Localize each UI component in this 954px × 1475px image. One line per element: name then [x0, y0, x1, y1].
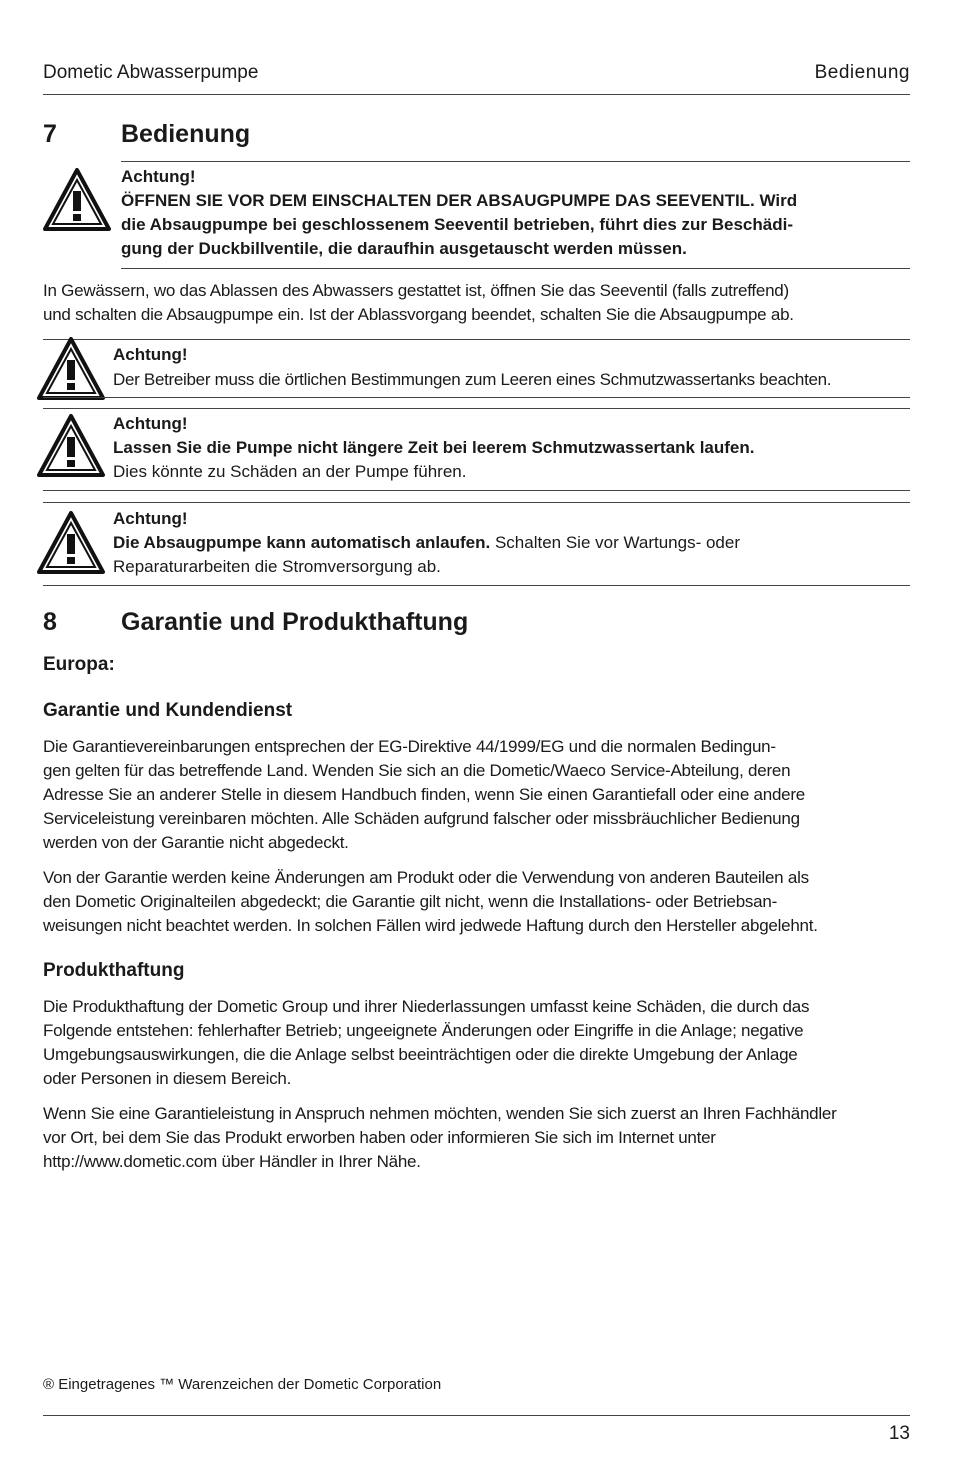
- paragraph-line: und schalten die Absaugpumpe ein. Ist der Ablassvorgang beendet, schalten Sie die Absaugpumpe ab.: [43, 305, 794, 324]
- footer-rule: [43, 1415, 910, 1416]
- warning-3-text: Dies könnte zu Schäden an der Pumpe führen.: [113, 462, 467, 481]
- warning-4-bottom-rule: [43, 585, 910, 586]
- header-section: Bedienung: [814, 62, 910, 83]
- warning-3-title: Achtung!: [113, 414, 188, 433]
- section-8-number: 8: [43, 608, 57, 636]
- warranty-paragraph-2: [43, 866, 923, 938]
- paragraph-line: Folgende entstehen: fehlerhafter Betrieb; ungeeignete Änderungen oder Eingriffe in die Anlage; negative: [43, 1021, 804, 1040]
- warning-2-title: Achtung!: [113, 345, 188, 364]
- paragraph-line: http://www.dometic.com über Händler in Ihrer Nähe.: [43, 1152, 421, 1171]
- paragraph-line: Umgebungsauswirkungen, die die Anlage selbst beeinträchtigen oder die direkte Umgebung der Anlage: [43, 1045, 798, 1064]
- paragraph-line: vor Ort, bei dem Sie das Produkt erworben haben oder informieren Sie sich im Internet unter: [43, 1128, 716, 1147]
- warning-1-body: [121, 189, 797, 261]
- paragraph-line: In Gewässern, wo das Ablassen des Abwassers gestattet ist, öffnen Sie das Seeventil (falls zutreffend): [43, 281, 789, 300]
- header-rule: [43, 94, 910, 95]
- warranty-heading: Garantie und Kundendienst: [43, 700, 293, 721]
- warning-2-text: Der Betreiber muss die örtlichen Bestimmungen zum Leeren eines Schmutzwassertanks beachten.: [113, 370, 832, 389]
- paragraph-line: oder Personen in diesem Bereich.: [43, 1069, 292, 1088]
- warning-4-line-1: [113, 531, 740, 555]
- paragraph-line: Von der Garantie werden keine Änderungen am Produkt oder die Verwendung von anderen Bauteilen als: [43, 868, 809, 887]
- warning-1-title: Achtung!: [121, 167, 196, 186]
- section-8-title: Garantie und Produkthaftung: [121, 608, 469, 636]
- paragraph-line: den Dometic Originalteilen abgedeckt; die Garantie gilt nicht, wenn die Installations- oder Betriebsan-: [43, 892, 778, 911]
- warning-1-line: die Absaugpumpe bei geschlossenem Seeventil betrieben, führt dies zur Beschädi-: [121, 215, 793, 234]
- warning-1-top-rule: [121, 161, 910, 162]
- liability-heading: Produkthaftung: [43, 960, 185, 981]
- paragraph-line: Die Garantievereinbarungen entsprechen der EG-Direktive 44/1999/EG und die normalen Bedingun-: [43, 737, 776, 756]
- warning-3-bold: Lassen Sie die Pumpe nicht längere Zeit bei leerem Schmutzwassertank laufen.: [113, 438, 755, 457]
- paragraph-line: Serviceleistung vereinbaren möchten. Alle Schäden aufgrund falscher oder missbräuchlicher Bedienung: [43, 809, 800, 828]
- warning-triangle-icon: [36, 413, 106, 479]
- region-heading: Europa:: [43, 654, 115, 675]
- warning-1-line: ÖFFNEN SIE VOR DEM EINSCHALTEN DER ABSAUGPUMPE DAS SEEVENTIL. Wird: [121, 191, 798, 210]
- warning-4-text: Schalten Sie vor Wartungs- oder: [490, 533, 740, 552]
- warning-3-bottom-rule: [43, 490, 910, 491]
- page-number: 13: [888, 1423, 910, 1444]
- warning-4-top-rule: [43, 502, 910, 503]
- paragraph-line: gen gelten für das betreffende Land. Wenden Sie sich an die Dometic/Waeco Service-Abteilung, deren: [43, 761, 791, 780]
- trademark-note: ® Eingetragenes ™ Warenzeichen der Dometic Corporation: [43, 1376, 442, 1393]
- warning-1-line: gung der Duckbillventile, die daraufhin ausgetauscht werden müssen.: [121, 239, 687, 258]
- section-7-title: Bedienung: [121, 120, 251, 148]
- paragraph-line: werden von der Garantie nicht abgedeckt.: [43, 833, 349, 852]
- warning-4-line-2: Reparaturarbeiten die Stromversorgung ab.: [113, 557, 441, 576]
- operation-paragraph: [43, 279, 923, 327]
- paragraph-line: Adresse Sie an anderer Stelle in diesem Handbuch finden, wenn Sie einen Garantiefall oder eine andere: [43, 785, 805, 804]
- liability-paragraph-2: [43, 1102, 923, 1174]
- paragraph-line: Die Produkthaftung der Dometic Group und ihrer Niederlassungen umfasst keine Schäden, die durch das: [43, 997, 810, 1016]
- liability-paragraph-1: [43, 995, 923, 1091]
- header-title: Dometic Abwasserpumpe: [43, 62, 259, 83]
- warning-2-bottom-rule: [43, 397, 910, 398]
- warning-3-top-rule: [43, 408, 910, 409]
- paragraph-line: Wenn Sie eine Garantieleistung in Anspruch nehmen möchten, wenden Sie sich zuerst an Ihren Fachhändler: [43, 1104, 837, 1123]
- warning-4-bold: Die Absaugpumpe kann automatisch anlaufen.: [113, 533, 491, 552]
- warning-triangle-icon: [36, 336, 106, 402]
- warning-1-bottom-rule: [121, 268, 910, 269]
- warranty-paragraph-1: [43, 735, 923, 855]
- warning-4-title: Achtung!: [113, 509, 188, 528]
- paragraph-line: weisungen nicht beachtet werden. In solchen Fällen wird jedwede Haftung durch den Hersteller abgelehnt.: [43, 916, 818, 935]
- warning-triangle-icon: [42, 167, 112, 233]
- section-7-number: 7: [43, 120, 57, 148]
- warning-2-top-rule: [43, 339, 910, 340]
- warning-triangle-icon: [36, 510, 106, 576]
